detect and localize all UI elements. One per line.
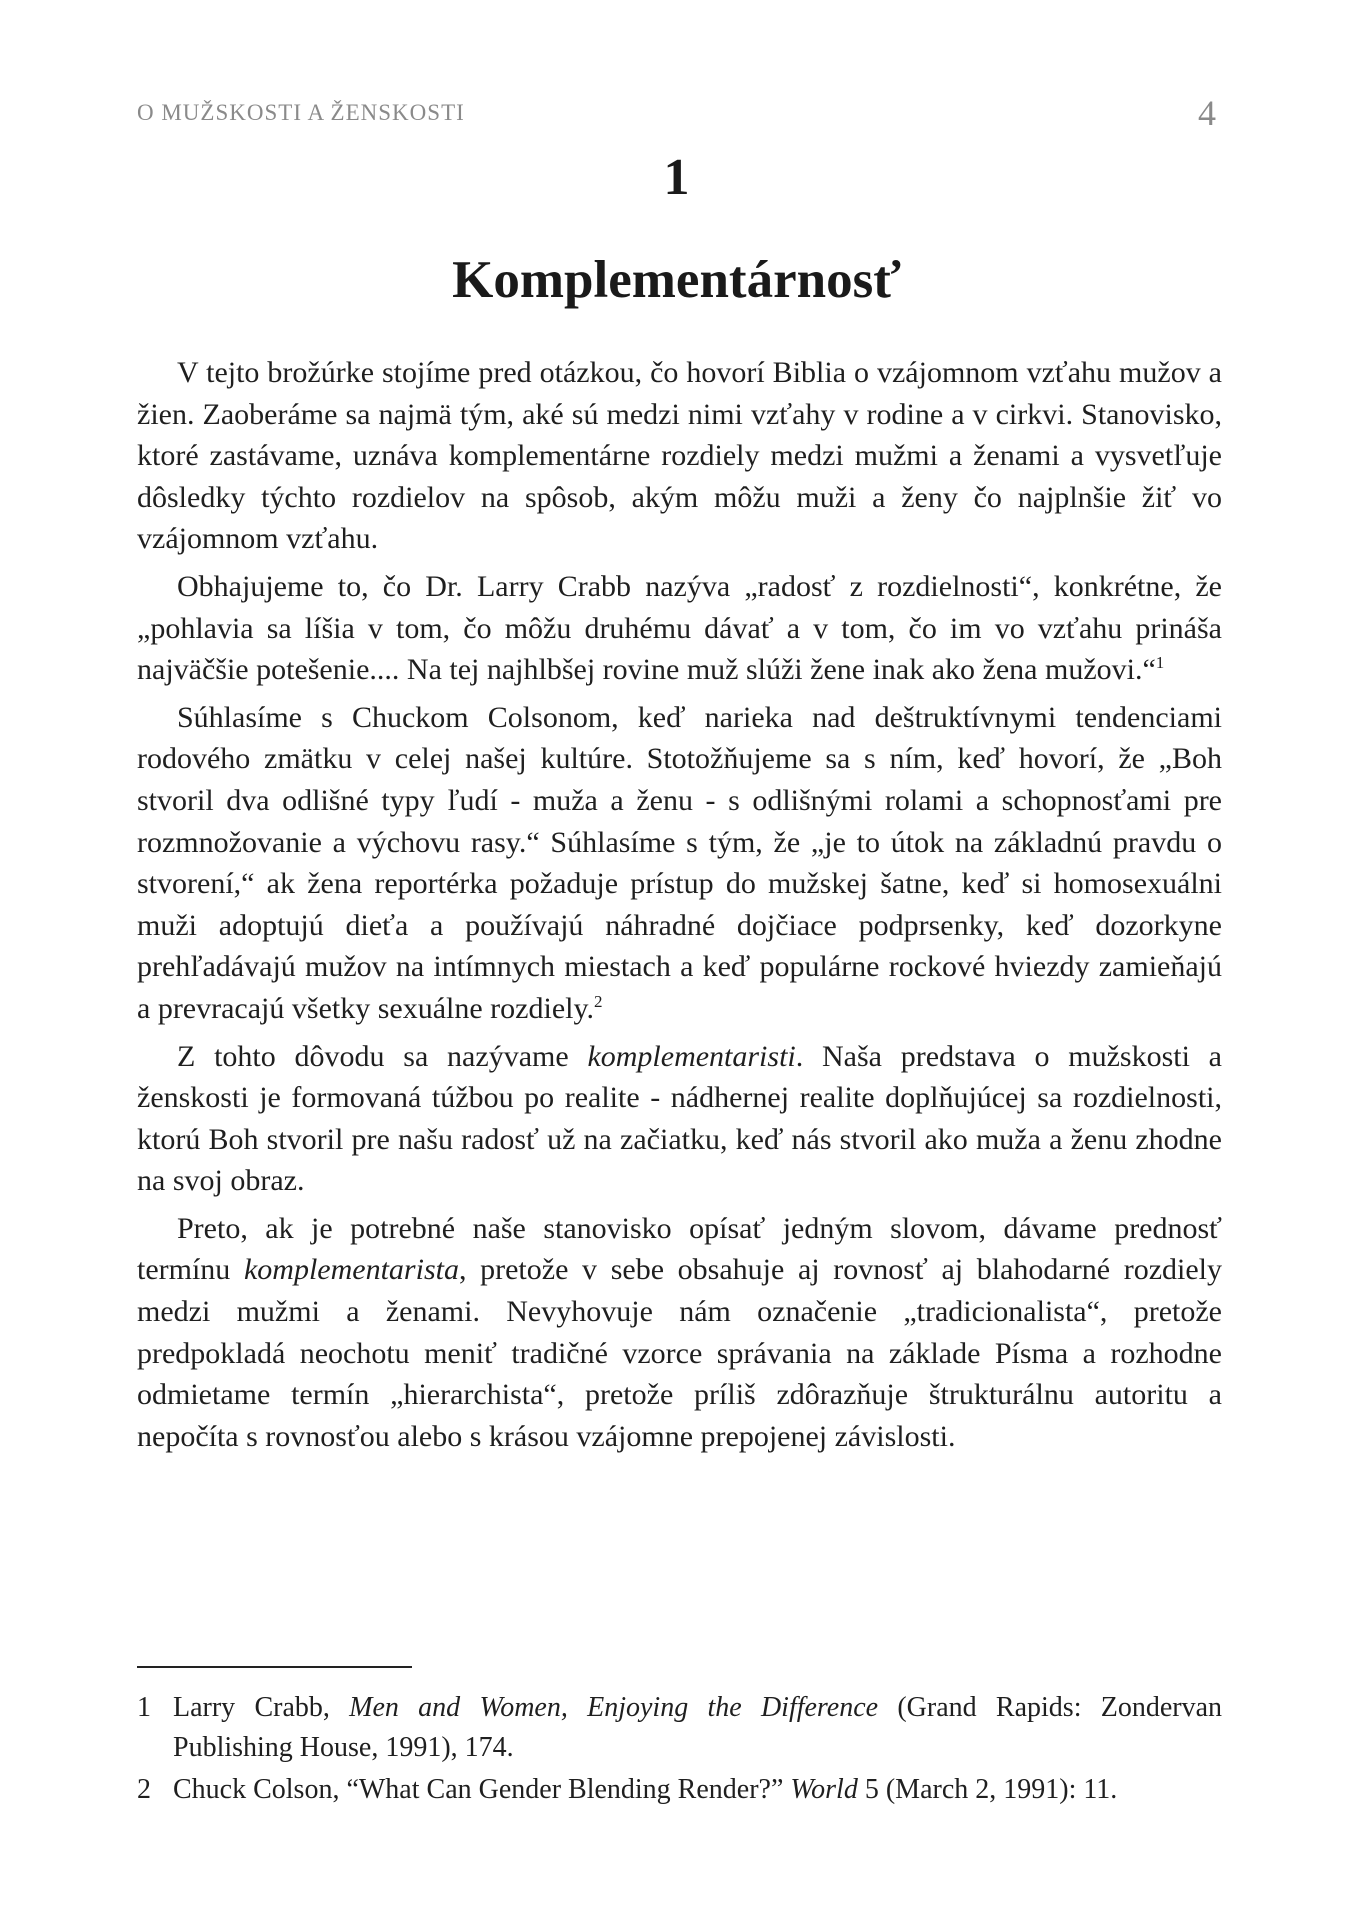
footnote-2-journal-title: World bbox=[790, 1774, 858, 1805]
footnote-2-text bbox=[173, 1770, 1222, 1810]
footnote-2-text-a: Chuck Colson, “What Can Gender Blending Render?” bbox=[173, 1774, 791, 1805]
running-title: O MUŽSKOSTI A ŽENSKOSTI bbox=[137, 100, 465, 125]
footnote-divider bbox=[137, 1666, 412, 1668]
footnotes bbox=[137, 1688, 1222, 1812]
paragraph-5-text-b: , pretože v sebe obsahuje aj rovnosť aj blahodarné rozdiely medzi mužmi a ženami. Nevyhovuje nám označenie „tradicionalista“, pretože predpokladá neochotu meniť tradičné vzorce správania na základe Písma a rozhodne odmietame termín „hierarchista“, pretože príliš zdôrazňuje štrukturálnu autoritu a nepočíta s rovnosťou alebo s krásou vzájomne prepojenej závislosti. bbox=[137, 1253, 1222, 1453]
paragraph-1-text: V tejto brožúrke stojíme pred otázkou, čo hovorí Biblia o vzájomnom vzťahu mužov a žien. Zaoberáme sa najmä tým, aké sú medzi nimi vzťahy v rodine a v cirkvi. Stanovisko, ktoré zastávame, uznáva komplementárne rozdiely medzi mužmi a ženami a vysvetľuje dôsledky týchto rozdielov na spôsob, akým môžu muži a ženy čo najplnšie žiť vo vzájomnom vzťahu. bbox=[137, 356, 1222, 556]
paragraph-5-text-a: Preto, ak je potrebné naše stanovisko opísať jedným slovom, dávame prednosť termínu bbox=[137, 1211, 1222, 1287]
page-number: 4 bbox=[1198, 93, 1216, 133]
footnote-ref-1[interactable]: 1 bbox=[1155, 653, 1165, 673]
chapter-title: Komplementárnosť bbox=[452, 251, 901, 309]
footnote-1-text-b: (Grand Rapids: Zondervan Publishing House, 1991), 174. bbox=[173, 1692, 1223, 1763]
running-header bbox=[137, 93, 1216, 140]
paragraph-4-text-b: . Naša predstava o mužskosti a ženskosti je formovaná túžbou po realite - nádhernej realite doplňujúcej sa rozdielnosti, ktorú Boh stvoril pre našu radosť už na začiatku, keď nás stvoril ako muža a ženu zhodne na svoj obraz. bbox=[137, 1039, 1222, 1198]
paragraph-3-text: Súhlasíme s Chuckom Colsonom, keď narieka nad deštruktívnymi tendenciami rodového zmätku v celej našej kultúre. Stotožňujeme sa s ním, keď hovorí, že „Boh stvoril dva odlišné typy ľudí - muža a ženu - s odlišnými rolami a schopnosťami pre rozmnožovanie a výchovu rasy.“ Súhlasíme s tým, že „je to útok na základnú pravdu o stvorení,“ ak žena reportérka požaduje prístup do mužskej šatne, keď si homosexuálni muži adoptujú dieťa a používajú náhradné dojčiace podprsenky, keď dozorkyne prehľadávajú mužov na intímnych miestach a keď populárne rockové hviezdy zamieňajú a prevracajú všetky sexuálne rozdiely. bbox=[137, 700, 1222, 1025]
footnote-1-number: 1 bbox=[137, 1692, 151, 1723]
footnote-1-book-title: Men and Women, Enjoying the Difference bbox=[349, 1692, 879, 1723]
paragraph-1 bbox=[137, 352, 1222, 560]
footnote-2-number: 2 bbox=[137, 1774, 151, 1805]
paragraph-4 bbox=[137, 1036, 1222, 1202]
footnote-2-text-b: 5 (March 2, 1991): 11. bbox=[857, 1774, 1118, 1805]
paragraph-4-text-a: Z tohto dôvodu sa nazývame bbox=[177, 1039, 588, 1073]
footnote-1-text-a: Larry Crabb, bbox=[173, 1692, 350, 1723]
footnote-2 bbox=[137, 1770, 1222, 1810]
paragraph-2 bbox=[137, 566, 1222, 691]
body-text bbox=[137, 352, 1222, 1463]
paragraph-5 bbox=[137, 1208, 1222, 1458]
chapter-number: 1 bbox=[663, 149, 690, 206]
footnote-ref-2[interactable]: 2 bbox=[594, 991, 603, 1011]
footnote-1-text bbox=[173, 1688, 1222, 1768]
footnote-1 bbox=[137, 1688, 1222, 1768]
paragraph-2-text: Obhajujeme to, čo Dr. Larry Crabb nazýva „radosť z rozdielnosti“, konkrétne, že „pohlavia sa líšia v tom, čo môžu druhému dávať a v tom, čo im vo vzťahu prináša najväčšie potešenie.... Na tej najhlbšej rovine muž slúži žene inak ako žena mužovi.“ bbox=[137, 569, 1222, 687]
paragraph-4-emphasis: komplementaristi bbox=[587, 1039, 796, 1073]
paragraph-5-emphasis: komplementarista bbox=[243, 1253, 459, 1287]
paragraph-3 bbox=[137, 697, 1222, 1030]
